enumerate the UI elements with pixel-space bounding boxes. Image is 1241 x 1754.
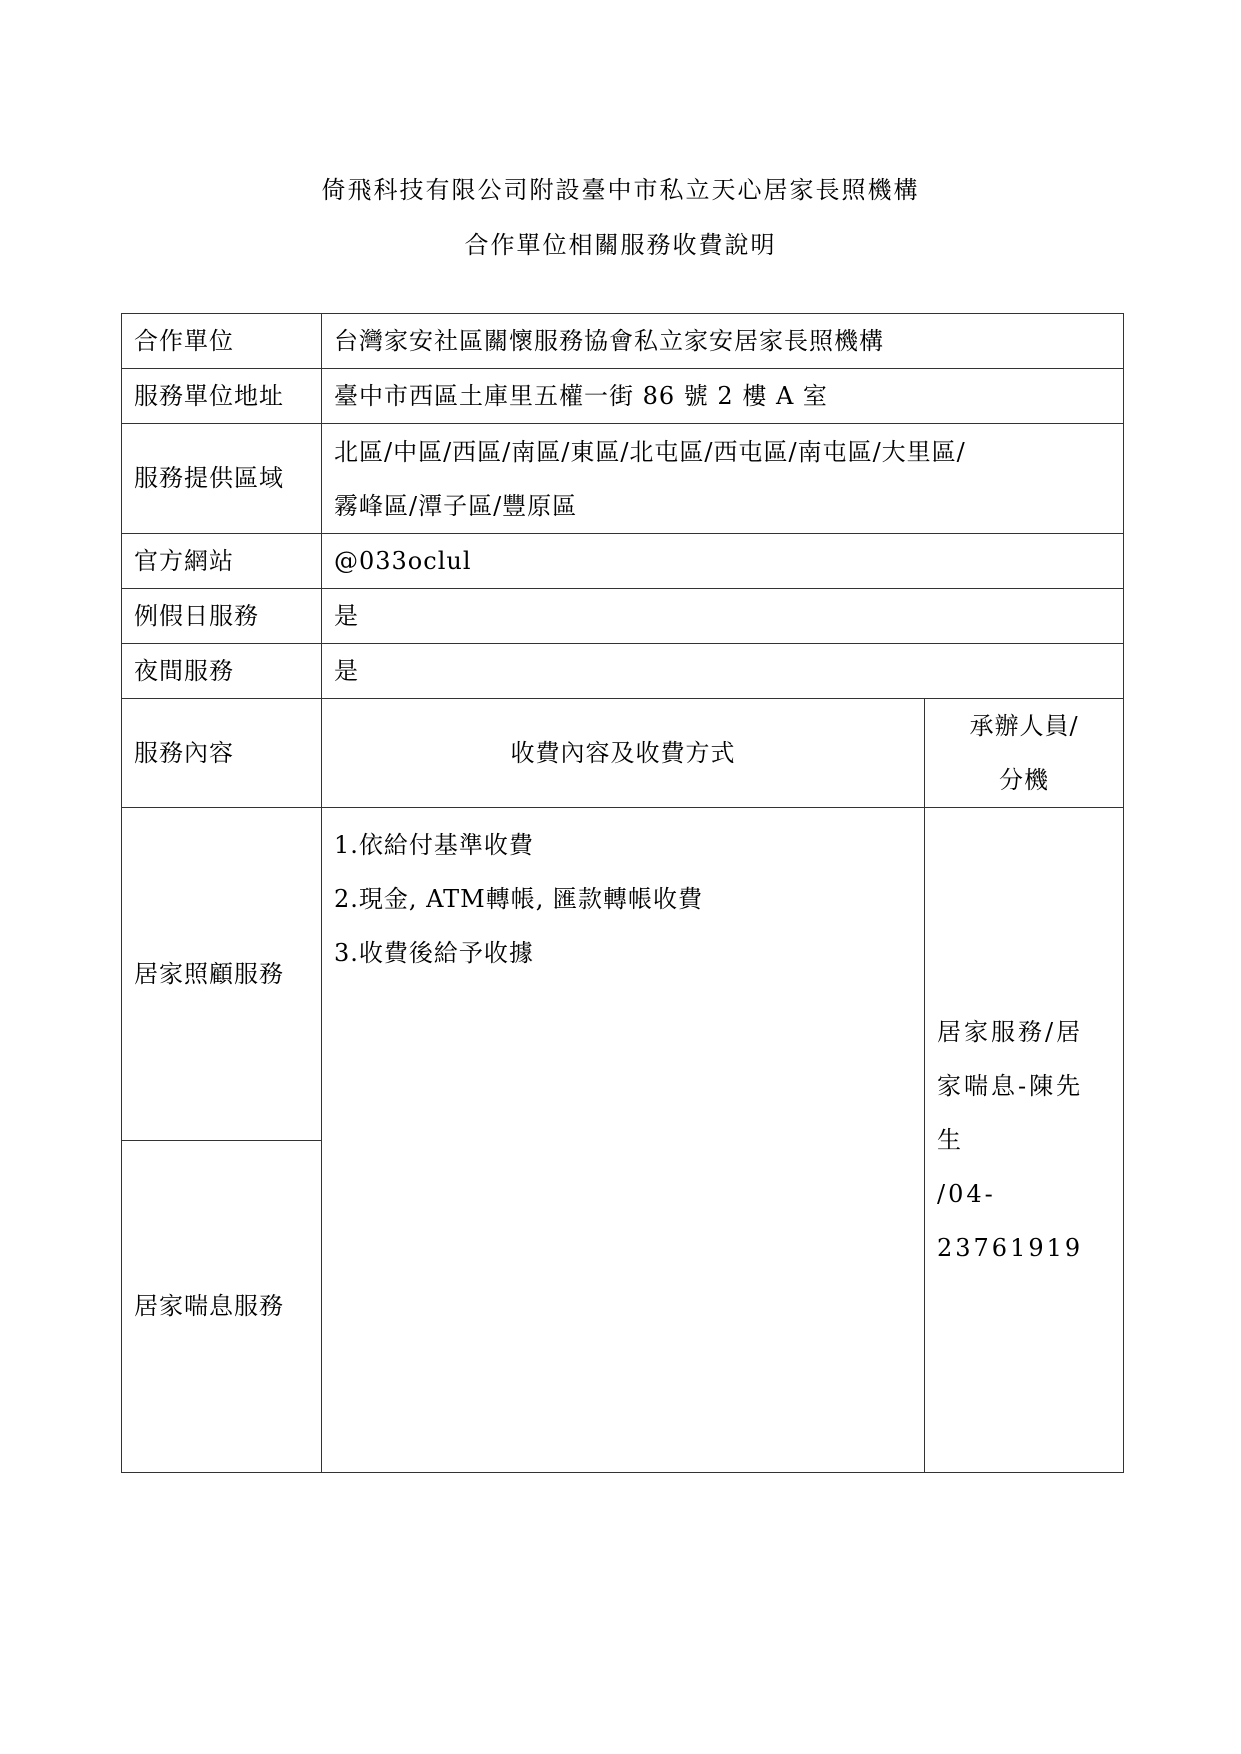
service-header: 服務內容 <box>122 699 322 808</box>
address-row <box>122 369 1124 424</box>
holiday-label: 例假日服務 <box>122 589 322 644</box>
contact-details <box>925 808 1124 1473</box>
night-label: 夜間服務 <box>122 644 322 699</box>
fee-details <box>322 808 925 1473</box>
contact-header <box>925 699 1124 808</box>
fee-item-3: 3.收費後給予收據 <box>334 939 534 967</box>
fee-item-1: 1.依給付基準收費 <box>334 831 534 859</box>
night-row <box>122 644 1124 699</box>
area-label: 服務提供區域 <box>122 424 322 534</box>
header-row <box>122 699 1124 808</box>
respite-service-label: 居家喘息服務 <box>122 1141 322 1473</box>
fee-item-2: 2.現金, ATM轉帳, 匯款轉帳收費 <box>334 885 704 913</box>
partner-value: 台灣家安社區關懷服務協會私立家安居家長照機構 <box>322 314 1124 369</box>
contact-line-2: 家喘息-陳先 <box>937 1072 1084 1100</box>
partner-label: 合作單位 <box>122 314 322 369</box>
night-value: 是 <box>322 644 1124 699</box>
website-value: @033oclul <box>322 534 1124 589</box>
contact-header-line-1: 承辦人員/ <box>969 712 1079 740</box>
contact-line-4: /04-23761919 <box>937 1180 1084 1262</box>
service-fee-table <box>121 313 1124 1473</box>
address-value: 臺中市西區土庫里五權一街 86 號 2 樓 A 室 <box>322 369 1124 424</box>
contact-header-line-2: 分機 <box>999 766 1049 794</box>
fee-header: 收費內容及收費方式 <box>322 699 925 808</box>
area-value <box>322 424 1124 534</box>
holiday-row <box>122 589 1124 644</box>
area-line-1: 北區/中區/西區/南區/東區/北屯區/西屯區/南屯區/大里區/ <box>334 437 966 466</box>
website-row <box>122 534 1124 589</box>
care-service-row <box>122 808 1124 1141</box>
area-line-2: 霧峰區/潭子區/豐原區 <box>334 491 578 520</box>
contact-line-1: 居家服務/居 <box>937 1018 1084 1046</box>
contact-line-3: 生 <box>937 1126 964 1154</box>
document-subtitle: 合作單位相關服務收費說明 <box>464 231 777 259</box>
area-row <box>122 424 1124 534</box>
partner-row <box>122 314 1124 369</box>
document-title: 倚飛科技有限公司附設臺中市私立天心居家長照機構 <box>321 176 920 204</box>
website-label: 官方網站 <box>122 534 322 589</box>
address-label: 服務單位地址 <box>122 369 322 424</box>
care-service-label: 居家照顧服務 <box>122 808 322 1141</box>
holiday-value: 是 <box>322 589 1124 644</box>
